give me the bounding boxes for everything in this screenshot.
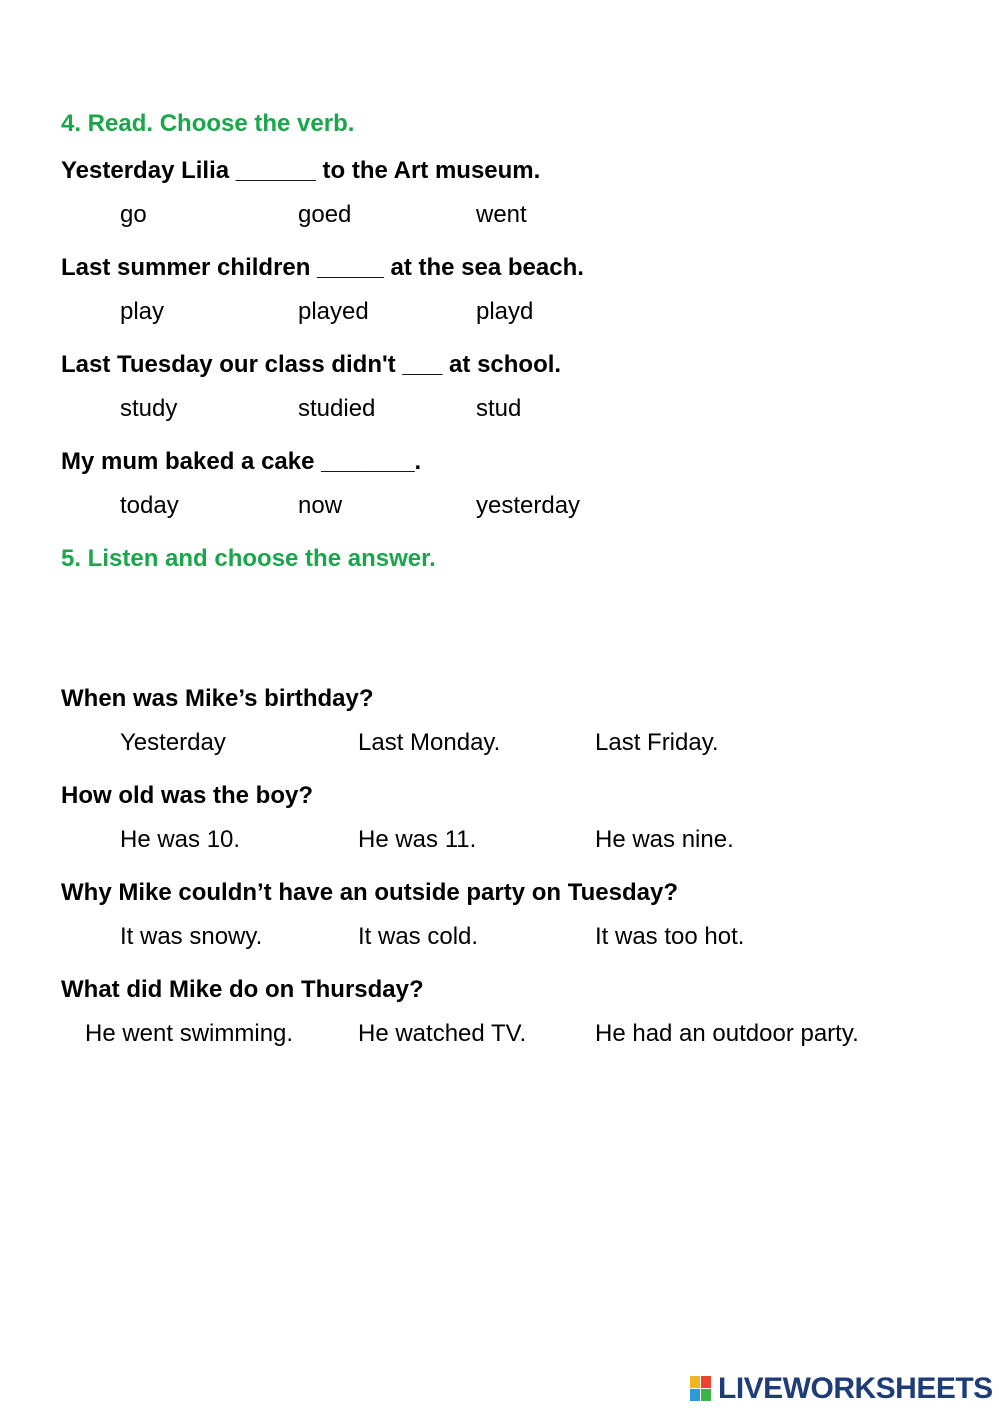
option-5-3-b[interactable]: It was cold.: [358, 923, 479, 950]
option-4-2-b[interactable]: played: [298, 298, 369, 325]
option-5-3-c[interactable]: It was too hot.: [595, 923, 745, 950]
option-4-3-c[interactable]: stud: [476, 395, 522, 422]
option-4-4-b[interactable]: now: [298, 492, 343, 519]
question-4-3: Last Tuesday our class didn't ___ at school.: [61, 351, 562, 378]
option-4-3-b[interactable]: studied: [298, 395, 376, 422]
option-5-1-a[interactable]: Yesterday: [120, 729, 226, 756]
question-5-4: What did Mike do on Thursday?: [61, 976, 424, 1003]
option-4-4-a[interactable]: today: [120, 492, 179, 519]
question-4-2: Last summer children _____ at the sea beach.: [61, 254, 584, 281]
option-4-2-a[interactable]: play: [120, 298, 165, 325]
option-5-4-c[interactable]: He had an outdoor party.: [595, 1020, 859, 1047]
option-5-2-a[interactable]: He was 10.: [120, 826, 241, 853]
option-5-2-c[interactable]: He was nine.: [595, 826, 734, 853]
option-4-1-c[interactable]: went: [476, 201, 527, 228]
liveworksheets-logo-icon: [690, 1376, 712, 1402]
question-4-4: My mum baked a cake _______.: [61, 448, 422, 475]
option-5-4-b[interactable]: He watched TV.: [358, 1020, 527, 1047]
option-5-2-b[interactable]: He was 11.: [358, 826, 477, 853]
question-5-1: When was Mike’s birthday?: [61, 685, 374, 712]
question-4-1: Yesterday Lilia ______ to the Art museum.: [61, 157, 541, 184]
option-4-4-c[interactable]: yesterday: [476, 492, 581, 519]
question-5-2: How old was the boy?: [61, 782, 314, 809]
option-4-2-c[interactable]: playd: [476, 298, 534, 325]
option-4-3-a[interactable]: study: [120, 395, 178, 422]
option-5-1-c[interactable]: Last Friday.: [595, 729, 719, 756]
liveworksheets-logo-text: LIVEWORKSHEETS: [718, 1372, 993, 1405]
option-5-3-a[interactable]: It was snowy.: [120, 923, 263, 950]
option-4-1-a[interactable]: go: [120, 201, 147, 228]
option-5-4-a[interactable]: He went swimming.: [85, 1020, 294, 1047]
section-5-heading: 5. Listen and choose the answer.: [61, 545, 436, 572]
option-4-1-b[interactable]: goed: [298, 201, 352, 228]
question-5-3: Why Mike couldn’t have an outside party on Tuesday?: [61, 879, 678, 906]
option-5-1-b[interactable]: Last Monday.: [358, 729, 501, 756]
liveworksheets-logo: [690, 1372, 993, 1406]
section-4-heading: 4. Read. Choose the verb.: [61, 110, 355, 137]
